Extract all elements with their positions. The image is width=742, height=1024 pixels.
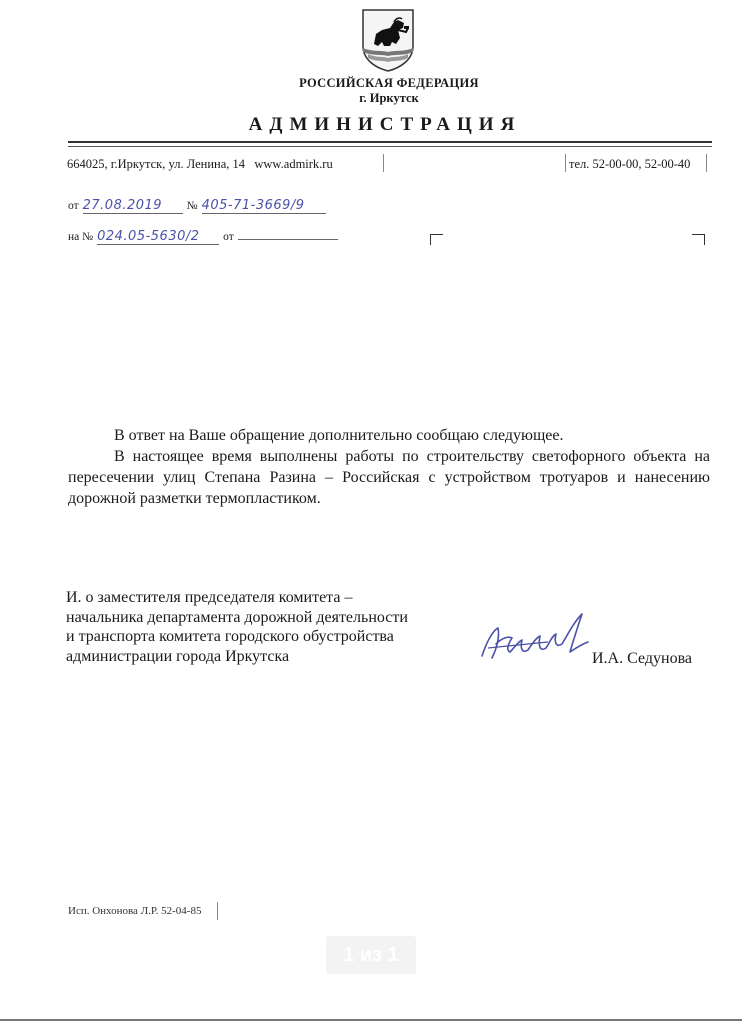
handwritten-signature	[478, 608, 602, 668]
position-line: и транспорта комитета городского обустройства	[66, 628, 394, 645]
city-name: г. Иркутск	[359, 91, 419, 105]
position-line: И. о заместителя председателя комитета –	[66, 589, 353, 606]
outgoing-number: 405-71-3669/9	[202, 198, 326, 214]
addressee-corner-left	[430, 234, 443, 245]
divider	[217, 902, 218, 920]
country-name: РОССИЙСКАЯ ФЕДЕРАЦИЯ	[299, 76, 479, 90]
from-date: 27.08.2019	[83, 198, 183, 214]
number-label: №	[186, 200, 198, 212]
reply-label: на №	[68, 231, 94, 243]
address-line: 664025, г.Иркутск, ул. Ленина, 14 www.admirk.ru	[67, 157, 333, 171]
signer-position	[66, 588, 408, 666]
addressee-corner-right	[692, 234, 705, 245]
divider	[706, 154, 707, 172]
page-edge	[0, 1019, 742, 1021]
organization-title: АДМИНИСТРАЦИЯ	[248, 114, 522, 135]
body-paragraph-2: В настоящее время выполнены работы по строительству светофорного объекта на пересечении улиц Степана Разина – Российская с устройством тротуаров и нанесению дорожной разметки термопластиком.	[68, 448, 710, 507]
coat-of-arms-icon	[360, 8, 416, 72]
divider	[383, 154, 384, 172]
position-line: администрации города Иркутска	[66, 647, 290, 665]
reply-from-label: от	[223, 231, 234, 243]
from-label: от	[68, 200, 79, 212]
divider	[565, 154, 566, 172]
signer-name: И.А. Седунова	[592, 650, 693, 667]
body-paragraph-1: В ответ на Ваше обращение дополнительно сообщаю следующее.	[114, 427, 564, 444]
header-rule-thin	[68, 146, 712, 147]
position-line: начальника департамента дорожной деятельности	[66, 608, 408, 626]
phone-line: тел. 52-00-00, 52-00-40	[569, 157, 691, 171]
executor-note: Исп. Онхонова Л.Р. 52-04-85	[68, 905, 202, 917]
page-indicator: 1 из 1	[326, 936, 416, 974]
header-rule-thick	[68, 141, 712, 143]
reply-date	[238, 239, 338, 240]
outgoing-registration	[68, 196, 326, 214]
reply-number: 024.05-5630/2	[97, 229, 219, 245]
incoming-registration	[68, 227, 338, 245]
